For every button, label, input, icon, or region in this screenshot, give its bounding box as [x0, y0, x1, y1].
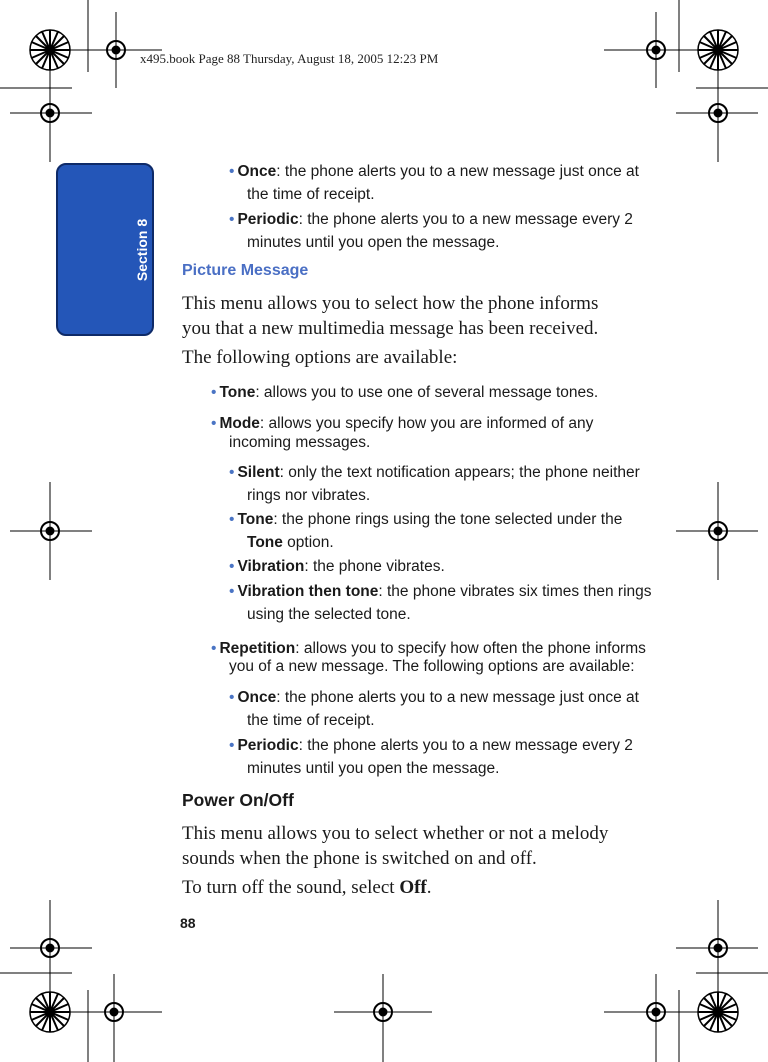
bullet-dot: •	[211, 640, 217, 657]
bullet-tone-sub	[229, 508, 622, 531]
bullet-dot: •	[229, 689, 235, 706]
bullet-term: Silent	[237, 464, 280, 481]
bullet-term: Repetition	[219, 640, 296, 657]
starburst-target-top-right	[698, 30, 738, 70]
power-para-line2: sounds when the phone is switched on and off.	[182, 848, 537, 869]
bullet-dot: •	[229, 211, 235, 228]
bullet-term: Once	[237, 163, 277, 180]
bullet-dot: •	[211, 415, 217, 432]
bullet-once-top	[229, 160, 639, 183]
power-para-line1: This menu allows you to select whether or not a melody	[182, 823, 609, 844]
bullet-silent	[229, 461, 640, 484]
bullet-term: Once	[237, 689, 277, 706]
bullet-text: : the phone alerts you to a new message just once at	[276, 163, 639, 180]
registration-mark-left-upper	[10, 70, 92, 162]
registration-mark-top-right	[604, 12, 700, 88]
bullet-term: Vibration then tone	[237, 583, 379, 600]
bullet-text: : only the text notification appears; the phone neither	[279, 464, 640, 481]
starburst-target-bottom-right	[698, 992, 738, 1032]
registration-mark-bottom-center	[334, 974, 432, 1062]
bullet-dot: •	[229, 558, 235, 575]
bullet-text: : the phone vibrates.	[304, 558, 445, 575]
registration-mark-right-lower	[676, 900, 758, 996]
registration-mark-bottom-right	[604, 974, 700, 1062]
bullet-vibration	[229, 555, 445, 578]
instruction-text: To turn off the sound, select	[182, 877, 400, 898]
bullet-text: : allows you to use one of several message tones.	[255, 384, 599, 401]
picture-message-options-intro: The following options are available:	[182, 347, 458, 368]
registration-mark-left-lower	[10, 900, 92, 996]
bullet-dot: •	[229, 464, 235, 481]
bullet-periodic-top	[229, 208, 633, 231]
registration-mark-right-upper	[676, 70, 758, 162]
bullet-term: Tone	[247, 534, 283, 551]
bullet-term: Mode	[219, 415, 260, 432]
bullet-continuation	[247, 531, 334, 554]
bullet-text: : the phone rings using the tone selected under the	[273, 511, 623, 528]
bullet-text: : the phone alerts you to a new message just once at	[276, 689, 639, 706]
picture-message-para-line2: you that a new multimedia message has been received.	[182, 318, 599, 339]
bullet-continuation: the time of receipt.	[247, 186, 375, 203]
bullet-text: : the phone alerts you to a new message every 2	[298, 737, 633, 754]
registration-mark-left-middle	[10, 482, 92, 580]
registration-mark-bottom-left	[70, 974, 162, 1062]
bullet-text: option.	[282, 534, 334, 551]
heading-power-on-off: Power On/Off	[182, 790, 294, 810]
registration-mark-right-middle	[676, 482, 758, 580]
bullet-term: Periodic	[237, 737, 299, 754]
page-number: 88	[180, 915, 196, 931]
bullet-text: : the phone alerts you to a new message every 2	[298, 211, 633, 228]
registration-mark-top-left	[70, 12, 162, 88]
bullet-continuation: rings nor vibrates.	[247, 487, 371, 504]
section-tab-label: Section 8	[134, 218, 150, 282]
bullet-continuation: the time of receipt.	[247, 712, 375, 729]
bullet-term: Vibration	[237, 558, 305, 575]
bullet-once-bottom	[229, 686, 639, 709]
bullet-term: Tone	[219, 384, 256, 401]
instruction-option: Off	[399, 877, 427, 898]
print-slug: x495.book Page 88 Thursday, August 18, 2005 12:23 PM	[140, 51, 439, 66]
bullet-continuation: using the selected tone.	[247, 606, 411, 623]
bullet-text: : allows you specify how you are informed of any	[259, 415, 594, 432]
picture-message-para-line1: This menu allows you to select how the phone informs	[182, 293, 599, 314]
bullet-periodic-bottom	[229, 734, 633, 757]
starburst-target-bottom-left	[30, 992, 70, 1032]
bullet-term: Periodic	[237, 211, 299, 228]
bullet-text: : allows you to specify how often the phone informs	[295, 640, 646, 657]
bullet-text: : the phone vibrates six times then rings	[378, 583, 652, 600]
bullet-vibration-then-tone	[229, 580, 652, 603]
instruction-period: .	[426, 877, 432, 898]
bullet-term: Tone	[237, 511, 274, 528]
bullet-continuation: minutes until you open the message.	[247, 234, 500, 251]
bullet-dot: •	[229, 163, 235, 180]
starburst-target-top-left	[30, 30, 70, 70]
bullet-continuation: minutes until you open the message.	[247, 760, 500, 777]
bullet-dot: •	[229, 583, 235, 600]
bullet-continuation: you of a new message. The following options are available:	[229, 658, 635, 675]
bullet-dot: •	[211, 384, 217, 401]
bullet-dot: •	[229, 511, 235, 528]
power-turn-off-instruction	[182, 875, 652, 900]
heading-picture-message: Picture Message	[182, 262, 309, 279]
bullet-dot: •	[229, 737, 235, 754]
bullet-continuation: incoming messages.	[229, 434, 371, 451]
bullet-tone	[211, 381, 598, 404]
